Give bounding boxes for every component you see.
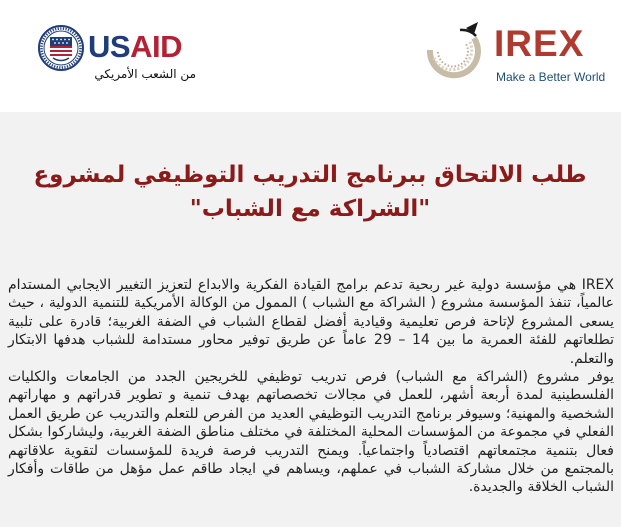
irex-logo xyxy=(420,18,606,88)
irex-tagline: Make a Better World xyxy=(496,70,606,84)
document-body xyxy=(8,276,614,497)
usaid-seal-icon xyxy=(38,25,84,71)
program-paragraph: يوفر مشروع (الشراكة مع الشباب) فرص تدريب توظيفي للخريجين الجدد من الجامعات والكليات الفلسطينية لمدة أربعة أشهر، للعمل في مجالات تخصصاتهم بهدف تنمية و تطوير قدراتهم و مهاراتهم الشخصية والمهنية؛ وسيوفر برنامج التدريب التوظيفي العديد من الفرص للتعلم والتدريب عن طريق العمل الفعلي في مجموعة من المؤسسات المحلية المختلفة في مختلف مناطق الضفة الغربية، وليشاركوا بشكل فعال بتنمية مجتمعاتهم اقتصادياً واجتماعياً. ويمنح التدريب فرصة فريدة للمؤسسات لتقوية علاقاتهم بالمجتمع من خلال مشاركة الشباب في عملهم، ويساهم في ايجاد طاقم عمل مؤهل من طاقات وأفكار الشباب الخلاقة والجديدة. xyxy=(8,369,614,496)
intro-paragraph: IREX هي مؤسسة دولية غير ربحية تدعم برامج القيادة الفكرية والابداع لتعزيز التغيير الايجابي المستدام عالمياً، تنفذ المؤسسة مشروع ( الشراكة مع الشباب ) الممول من الوكالة الأمريكية للتنمية الدولية ، حيث يسعى المشروع لإتاحة فرص تعليمية وقيادية أفضل لقطاع الشباب في الضفة الغربية؛ قادرة على تلبية تطلعاتهم للفئة العمرية ما بين 14 – 29 عاماً عن طريق توفير محاور مستدامة للشباب هدفها الابتكار والتعلم. xyxy=(8,277,615,367)
irex-wordmark: IREX xyxy=(494,23,585,64)
usaid-logo xyxy=(38,25,198,85)
usaid-tagline: من الشعب الأمريكي xyxy=(94,67,196,81)
irex-globe-icon xyxy=(420,18,488,86)
page-header xyxy=(0,0,621,112)
page-title: طلب الالتحاق ببرنامج التدريب التوظيفي لمشروع "الشراكة مع الشباب" xyxy=(33,162,587,222)
usaid-wordmark: USAID xyxy=(88,29,182,64)
document-content xyxy=(0,112,621,527)
